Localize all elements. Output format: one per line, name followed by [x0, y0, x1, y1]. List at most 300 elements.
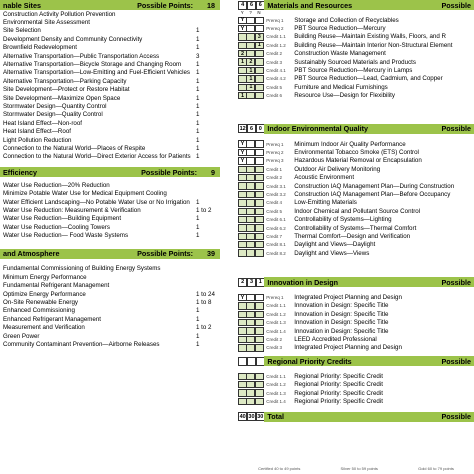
credit-label: Stormwater Design—Quantity Control: [3, 102, 107, 110]
credit-label: Minimum Energy Performance: [3, 273, 87, 281]
threshold-gold: Gold 60 to 79 points: [418, 466, 454, 471]
credit-prefix: Credit 8.1: [266, 242, 286, 248]
credit-checkboxes: [238, 166, 263, 173]
credit-checkboxes: [238, 58, 263, 65]
score-box: 40: [239, 413, 246, 420]
credit-prefix: Credit 2: [266, 51, 282, 57]
credit-prefix: Credit 1.4: [266, 328, 286, 334]
threshold-certified: Certified 40 to 49 points: [258, 466, 301, 471]
credit-prefix: Credit 6.1: [266, 217, 286, 223]
credit-label: On-Site Renewable Energy: [3, 299, 78, 307]
credit-prefix: Credit 6: [266, 93, 282, 99]
credit-label: Innovation in Design: Specific Title: [294, 327, 389, 335]
credit-label: Site Development—Protect or Restore Habitat: [3, 86, 130, 94]
credit-prefix: Credit 5: [266, 208, 282, 214]
credit-label: Controllability of Systems—Thermal Comfort: [294, 224, 417, 232]
credit-row: [238, 397, 474, 405]
no-box[interactable]: 3: [255, 33, 264, 40]
section-title: nable Sites: [3, 0, 41, 10]
credit-row: [0, 60, 220, 68]
credit-checkboxes: [238, 182, 263, 189]
credit-prefix: Credit 3: [266, 345, 282, 351]
credit-row: [0, 215, 220, 223]
section-score-boxes: [238, 1, 264, 10]
credit-label: Alternative Transportation—Public Transportation Access: [3, 52, 160, 60]
credit-checkboxes: [238, 302, 263, 309]
credit-checkboxes: [238, 381, 263, 388]
credit-points: 1 to 24: [196, 290, 215, 298]
credit-label: Low-Emitting Materials: [294, 199, 357, 207]
credit-row: [238, 302, 474, 310]
credit-checkboxes: [238, 294, 263, 301]
credit-points: 1: [196, 315, 200, 323]
credit-prefix: Credit 3: [266, 59, 282, 65]
credit-row: [238, 215, 474, 223]
credit-row: [238, 75, 474, 83]
credit-row: [238, 140, 474, 148]
credit-checkboxes: [238, 157, 263, 164]
credit-points: 1: [196, 153, 200, 161]
yes-box[interactable]: Y: [238, 25, 247, 32]
credit-row: [0, 10, 220, 18]
possible-label: Possible: [441, 0, 471, 10]
score-box: 6: [247, 124, 256, 133]
score-box: 30: [257, 413, 264, 420]
credit-label: Construction IAQ Management Plan—During Construction: [294, 182, 455, 190]
credit-label: Daylight and Views—Daylight: [294, 241, 376, 249]
credit-checkboxes: [238, 336, 263, 343]
credit-points: 1: [196, 223, 200, 231]
credit-checkboxes: [238, 216, 263, 223]
credit-row: [0, 35, 220, 43]
credit-row: [0, 290, 220, 298]
credit-points: 1: [196, 340, 200, 348]
credit-points: 1 to 8: [196, 299, 212, 307]
possible-points-label: Possible Points:: [137, 249, 193, 259]
credit-row: [238, 66, 474, 74]
credit-label: Community Contaminant Prevention—Airborne Releases: [3, 340, 160, 348]
section-score-boxes: [238, 124, 264, 133]
credit-row: [0, 298, 220, 306]
water-efficiency-list: [0, 181, 220, 240]
credit-row: [0, 265, 220, 273]
credit-prefix: Prereq 2: [266, 149, 284, 155]
credit-row: [238, 335, 474, 343]
score-box: 1: [256, 278, 265, 287]
credit-row: [0, 27, 220, 35]
credit-label: PBT Source Reduction—Lead, Cadmium, and Copper: [294, 75, 443, 83]
materials-list: [238, 16, 474, 100]
possible-points-value: 9: [211, 167, 215, 177]
credit-prefix: Credit 2: [266, 175, 282, 181]
credit-row: [238, 165, 474, 173]
credit-checkboxes: [238, 67, 263, 74]
credit-prefix: Credit 8.2: [266, 250, 286, 256]
section-title: Efficiency: [3, 167, 37, 177]
possible-points-label: Possible Points:: [137, 0, 193, 10]
credit-row: [0, 111, 220, 119]
credit-prefix: Credit 1.3: [266, 390, 286, 396]
credit-row: [0, 198, 220, 206]
credit-label: Integrated Project Planning and Design: [294, 344, 402, 352]
credit-label: Water Use Reduction—20% Reduction: [3, 181, 110, 189]
credit-label: Fundamental Commissioning of Building Energy Systems: [3, 265, 161, 273]
credit-label: PBT Source Reduction—Mercury in Lamps: [294, 67, 413, 75]
sustainable-sites-list: [0, 10, 220, 161]
credit-row: [238, 83, 474, 91]
credit-prefix: Prereq 1: [266, 141, 284, 147]
credit-checkboxes: [238, 311, 263, 318]
credit-row: [238, 190, 474, 198]
credit-checkboxes: [238, 224, 263, 231]
credit-row: [238, 199, 474, 207]
credit-row: [238, 310, 474, 318]
credit-prefix: Credit 6.2: [266, 225, 286, 231]
credit-points: 1: [196, 69, 200, 77]
credit-label: Minimum Indoor Air Quality Performance: [294, 140, 406, 148]
credit-label: Water Use Reduction—Cooling Towers: [3, 223, 110, 231]
maybe-box[interactable]: 1: [246, 67, 255, 74]
possible-label: Possible: [441, 124, 471, 134]
credit-row: [238, 327, 474, 335]
credit-checkboxes: [238, 140, 263, 147]
credit-prefix: Credit 1.2: [266, 42, 286, 48]
credit-row: [238, 389, 474, 397]
credit-label: Acoustic Environment: [294, 174, 355, 182]
credit-checkboxes: [238, 149, 263, 156]
credit-label: Fundamental Refrigerant Management: [3, 282, 110, 290]
credit-label: Water Use Reduction: Measurement & Verification: [3, 206, 141, 214]
yes-box[interactable]: Y: [238, 157, 247, 164]
credit-prefix: Credit 1.1: [266, 303, 286, 309]
credit-checkboxes: [238, 241, 263, 248]
credit-row: [0, 86, 220, 94]
credit-label: PBT Source Reduction—Mercury: [294, 25, 386, 33]
credit-checkboxes: [238, 42, 263, 49]
credit-row: [238, 293, 474, 301]
credit-prefix: Credit 4.1: [266, 68, 286, 74]
section-title: Total: [267, 412, 285, 422]
credit-row: [0, 102, 220, 110]
credit-checkboxes: [238, 50, 263, 57]
credit-row: [238, 224, 474, 232]
credit-row: [238, 182, 474, 190]
credit-label: Regional Priority: Specific Credit: [294, 372, 383, 380]
credit-points: 1 to 2: [196, 324, 212, 332]
credit-row: [0, 206, 220, 214]
credit-row: [0, 223, 220, 231]
credit-label: Site Development—Maximize Open Space: [3, 94, 121, 102]
credit-label: Environmental Tobacco Smoke (ETS) Control: [294, 148, 419, 156]
credit-prefix: Credit 7: [266, 233, 282, 239]
score-box: 2: [238, 278, 247, 287]
score-box: 0: [256, 124, 265, 133]
credit-row: [0, 181, 220, 189]
credit-label: Storage and Collection of Recyclables: [294, 16, 399, 24]
credit-checkboxes: [238, 398, 263, 405]
credit-points: 1: [196, 44, 200, 52]
credit-prefix: Credit 1.2: [266, 382, 286, 388]
yes-box[interactable]: Y: [238, 149, 247, 156]
credit-label: Building Reuse—Maintain Existing Walls, Floors, and R: [294, 33, 446, 41]
credit-label: Controllability of Systems—Lighting: [294, 216, 392, 224]
regional-list: [238, 372, 474, 406]
credit-row: [0, 153, 220, 161]
credit-row: [238, 381, 474, 389]
credit-label: Enhanced Commissioning: [3, 307, 75, 315]
credit-row: [0, 324, 220, 332]
credit-label: Site Selection: [3, 27, 41, 35]
maybe-box[interactable]: 1: [246, 84, 255, 91]
credit-row: [238, 232, 474, 240]
credit-label: Regional Priority: Specific Credit: [294, 389, 383, 397]
credit-label: Measurement and Verification: [3, 324, 85, 332]
section-header-regional: [238, 356, 474, 366]
credit-label: Daylight and Views—Views: [294, 249, 370, 257]
credit-label: Alternative Transportation—Parking Capacity: [3, 77, 127, 85]
credit-checkboxes: [238, 249, 263, 256]
credit-label: Alternative Transportation—Bicycle Storage and Changing Room: [3, 61, 182, 69]
credit-checkboxes: [238, 25, 263, 32]
credit-row: [238, 157, 474, 165]
credit-points: 1: [196, 111, 200, 119]
credit-prefix: Credit 3.1: [266, 183, 286, 189]
credit-checkboxes: [238, 174, 263, 181]
left-column: [0, 0, 220, 349]
maybe-box[interactable]: 2: [246, 58, 255, 65]
credit-prefix: Credit 2: [266, 337, 282, 343]
credit-points: 1: [196, 332, 200, 340]
credit-points: 1: [196, 94, 200, 102]
credit-label: Innovation in Design: Specific Title: [294, 310, 389, 318]
credit-prefix: Credit 5: [266, 84, 282, 90]
credit-row: [238, 372, 474, 380]
credit-row: [238, 241, 474, 249]
section-header-ieq: [238, 124, 474, 134]
credit-row: [0, 127, 220, 135]
section-score-boxes: [238, 412, 264, 421]
credit-label: Water Use Reduction—Building Equipment: [3, 215, 122, 223]
section-title: Indoor Environmental Quality: [267, 124, 369, 134]
credit-row: [238, 207, 474, 215]
credit-row: [238, 58, 474, 66]
yes-label: Y: [240, 10, 244, 15]
section-title: Materials and Resources: [267, 0, 353, 10]
score-box: 4: [238, 1, 247, 10]
credit-checkboxes: [238, 208, 263, 215]
credit-label: Furniture and Medical Furnishings: [294, 83, 388, 91]
credit-prefix: Prereq 1: [266, 17, 284, 23]
credit-points: 1: [196, 102, 200, 110]
section-score-boxes: [238, 278, 264, 287]
credit-row: [0, 52, 220, 60]
credit-points: 1: [196, 198, 200, 206]
credit-label: Stormwater Design—Quality Control: [3, 111, 103, 119]
section-header-energy-atmosphere: [0, 249, 220, 259]
credit-points: 1: [196, 136, 200, 144]
credit-row: [238, 344, 474, 352]
credit-points: 1: [196, 144, 200, 152]
credit-label: Sustainably Sourced Materials and Products: [294, 58, 416, 66]
credit-label: Thermal Comfort—Design and Verification: [294, 232, 411, 240]
yes-box[interactable]: Y: [238, 140, 247, 147]
credit-prefix: Credit 4: [266, 200, 282, 206]
possible-label: Possible: [441, 412, 471, 422]
credit-points: 1: [196, 35, 200, 43]
score-box: 6: [256, 1, 265, 10]
maybe-label: ?: [249, 10, 252, 15]
credit-checkboxes: [238, 17, 263, 24]
credit-label: Development Density and Community Connectivity: [3, 35, 143, 43]
credit-checkboxes: [238, 84, 263, 91]
possible-label: Possible: [441, 277, 471, 287]
credit-label: Regional Priority: Specific Credit: [294, 381, 383, 389]
credit-checkboxes: [238, 327, 263, 334]
credit-row: [238, 148, 474, 156]
credit-row: [0, 94, 220, 102]
credit-prefix: Credit 1: [266, 166, 282, 172]
credit-label: Brownfield Redevelopment: [3, 44, 77, 52]
innovation-list: [238, 293, 474, 352]
credit-label: Alternative Transportation—Low-Emitting and Fuel-Efficient Vehicles: [3, 69, 190, 77]
credit-prefix: Credit 1.1: [266, 373, 286, 379]
section-title: Innovation in Design: [267, 277, 339, 287]
credit-checkboxes: [238, 344, 263, 351]
yes-box[interactable]: 2: [238, 50, 247, 57]
credit-row: [0, 282, 220, 290]
credit-prefix: Credit 1.3: [266, 320, 286, 326]
credit-row: [238, 24, 474, 32]
credit-points: 1: [196, 61, 200, 69]
credit-row: [0, 189, 220, 197]
credit-label: Innovation in Design: Specific Title: [294, 302, 389, 310]
credit-checkboxes: [238, 191, 263, 198]
credit-label: Connection to the Natural World—Direct Exterior Access for Patients: [3, 153, 191, 161]
credit-points: 1: [196, 307, 200, 315]
credit-points: 1: [196, 215, 200, 223]
credit-label: Optimize Energy Performance: [3, 290, 86, 298]
section-header-total: [238, 412, 474, 422]
credit-row: [238, 50, 474, 58]
credit-row: [238, 249, 474, 257]
yes-box[interactable]: 1: [238, 58, 247, 65]
rating-thresholds: [238, 466, 474, 471]
energy-atmosphere-list: [0, 265, 220, 349]
credit-label: Heat Island Effect—Non-roof: [3, 119, 82, 127]
credit-row: [238, 16, 474, 24]
credit-row: [238, 33, 474, 41]
possible-points-value: 39: [207, 249, 215, 259]
no-box[interactable]: 1: [255, 42, 264, 49]
credit-prefix: Credit 1.4: [266, 398, 286, 404]
credit-points: 1: [196, 232, 200, 240]
credit-label: Building Reuse—Maintain Interior Non-Structural Element: [294, 41, 453, 49]
yes-box[interactable]: 1: [238, 92, 247, 99]
credit-prefix: Credit 1.2: [266, 311, 286, 317]
credit-row: [238, 173, 474, 181]
credit-prefix: Credit 1.1: [266, 34, 286, 40]
threshold-silver: Silver 50 to 59 points: [340, 466, 378, 471]
credit-row: [0, 18, 220, 26]
possible-points-value: 18: [207, 0, 215, 10]
credit-label: Innovation in Design: Specific Title: [294, 319, 389, 327]
credit-row: [0, 144, 220, 152]
credit-points: 3: [196, 52, 200, 60]
credit-label: Construction Activity Pollution Prevention: [3, 10, 116, 18]
credit-label: Heat Island Effect—Roof: [3, 128, 71, 136]
credit-points: 1 to 2: [196, 206, 212, 214]
no-label: N: [257, 10, 261, 15]
credit-label: Water Use Reduction— Food Waste Systems: [3, 232, 129, 240]
score-box: 6: [247, 1, 256, 10]
credit-row: [0, 307, 220, 315]
credit-label: Green Power: [3, 332, 40, 340]
credit-row: [0, 315, 220, 323]
credit-points: 1: [196, 128, 200, 136]
credit-label: Resource Use—Design for Flexibility: [294, 92, 395, 100]
credit-label: Construction Waste Management: [294, 50, 386, 58]
credit-checkboxes: [238, 373, 263, 380]
credit-checkboxes: [238, 233, 263, 240]
credit-row: [0, 77, 220, 85]
credit-label: Construction IAQ Management Plan—Before Occupancy: [294, 190, 451, 198]
score-box: 30: [248, 413, 255, 420]
credit-checkboxes: [238, 92, 263, 99]
score-box: 12: [239, 125, 246, 132]
credit-row: [0, 332, 220, 340]
credit-row: [0, 119, 220, 127]
credit-checkboxes: [238, 199, 263, 206]
section-score-boxes: [238, 357, 264, 366]
credit-row: [0, 340, 220, 348]
credit-points: 1: [196, 27, 200, 35]
credit-points: 1: [196, 86, 200, 94]
score-box: 3: [247, 278, 256, 287]
credit-label: Indoor Chemical and Pollutant Source Control: [294, 207, 421, 215]
credit-checkboxes: [238, 33, 263, 40]
section-header-innovation: [238, 277, 474, 287]
credit-label: Regional Priority: Specific Credit: [294, 397, 383, 405]
credit-label: Outdoor Air Delivery Monitoring: [294, 165, 381, 173]
credit-label: Enhanced Refrigerant Management: [3, 315, 102, 323]
credit-label: LEED Accredited Professional: [294, 336, 377, 344]
yes-box[interactable]: Y: [238, 17, 247, 24]
credit-row: [0, 69, 220, 77]
credit-row: [238, 92, 474, 100]
credit-prefix: Prereq 3: [266, 158, 284, 164]
credit-label: Connection to the Natural World—Places of Respite: [3, 144, 146, 152]
credit-points: 1: [196, 77, 200, 85]
yes-box[interactable]: Y: [238, 294, 247, 301]
section-header-sustainable-sites: [0, 0, 220, 10]
credit-label: Environmental Site Assessment: [3, 19, 91, 27]
credit-row: [238, 319, 474, 327]
maybe-box[interactable]: 1: [246, 75, 255, 82]
credit-label: Hazardous Material Removal or Encapsulation: [294, 157, 422, 165]
credit-row: [0, 273, 220, 281]
credit-points: 1: [196, 119, 200, 127]
ieq-list: [238, 140, 474, 257]
credit-label: Integrated Project Planning and Design: [294, 294, 402, 302]
credit-label: Light Pollution Reduction: [3, 136, 72, 144]
credit-label: Water Efficient Landscaping—No Potable Water Use or No Irrigation: [3, 198, 190, 206]
credit-row: [0, 231, 220, 239]
credit-checkboxes: [238, 75, 263, 82]
possible-points-label: Possible Points:: [141, 167, 197, 177]
right-column: [238, 0, 474, 422]
credit-row: [0, 44, 220, 52]
section-header-water-efficiency: [0, 167, 220, 177]
